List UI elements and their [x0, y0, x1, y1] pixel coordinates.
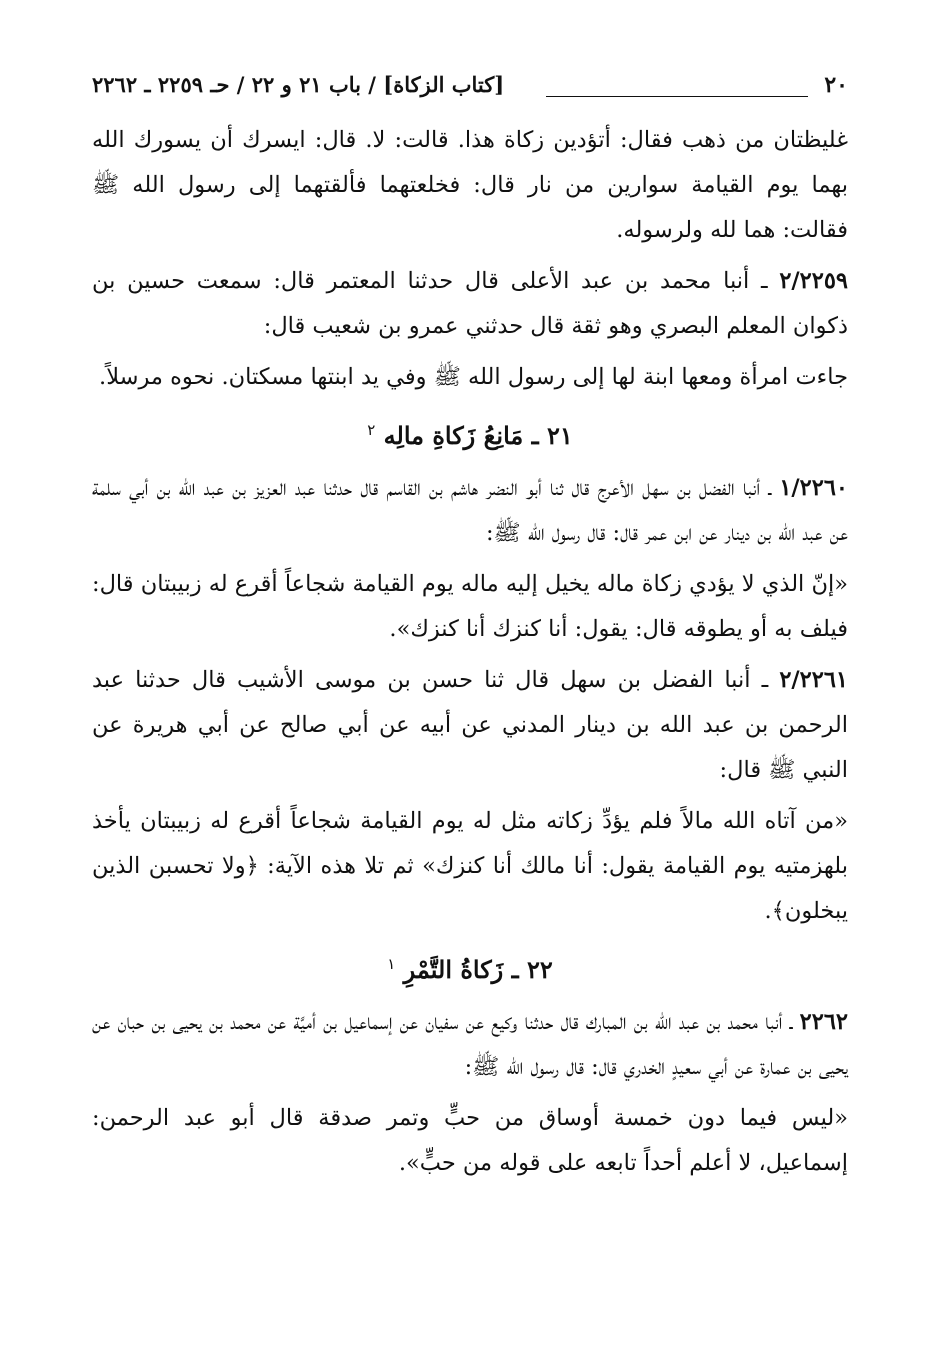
text-block: «ليس فيما دون خمسة أوساق من حبٍّ وتمر صدقة قال أبو عبد الرحمن: إسماعيل، لا أعلم أحداً تابعه على قوله من حبٍّ». [92, 1105, 848, 1176]
page-body [92, 118, 848, 1192]
footnote-marker: ٢ [367, 421, 376, 439]
page-number: ٢٠ [824, 72, 848, 98]
section-heading [92, 940, 848, 994]
page-header [92, 72, 848, 106]
hadith-number: ٢٢٦٢ [799, 1009, 848, 1035]
text-block: «إنّ الذي لا يؤدي زكاة ماله يخيل إليه ماله يوم القيامة شجاعاً أقرع له زبيبتان قال: فيلف به أو يطوقه قال: يقول: أنا كنزك أنا كنزك». [92, 571, 848, 642]
running-title: [كتاب الزكاة] / باب ٢١ و ٢٢ / حـ ٢٢٥٩ ـ ٢٢٦٢ [92, 72, 505, 97]
isnad-paragraph [92, 259, 848, 349]
isnad-text: ـ أنبا الفضل بن سهل قال ثنا حسن بن موسى الأشيب قال حدثنا عبد الرحمن بن عبد الله بن دينار المدني عن أبيه عن أبي صالح عن أبي هريرة عن النبي ﷺ قال: [92, 667, 848, 783]
text-block: غليظتان من ذهب فقال: أتؤدين زكاة هذا. قالت: لا. قال: ايسرك أن يسورك الله بهما يوم القيامة سوارين من نار قال: فخلعتهما فألقتهما إلى رسول الله ﷺ فقالت: هما لله ولرسوله. [92, 127, 848, 243]
section-heading [92, 406, 848, 460]
isnad-paragraph [92, 1000, 848, 1090]
text-block: «من آتاه الله مالاً فلم يؤدِّ زكاته مثل له يوم القيامة شجاعاً أقرع له زبيبتان يأخذ بلهزمتيه يوم القيامة يقول: أنا مالك أنا كنزك» ثم تلا هذه الآية: ﴿ولا تحسبن الذين يبخلون﴾. [92, 808, 848, 924]
hadith-number: ٢/٢٢٦١ [779, 667, 848, 693]
header-rule [546, 96, 808, 97]
isnad-paragraph [92, 658, 848, 793]
hadith-number: ٢/٢٢٥٩ [779, 268, 848, 294]
hadith-number: ١/٢٢٦٠ [779, 475, 848, 501]
isnad-text: ـ أنبا محمد بن عبد الأعلى قال حدثنا المعتمر قال: سمعت حسين بن ذكوان المعلم البصري وهو ثقة قال حدثني عمرو بن شعيب قال: [92, 268, 848, 339]
section-heading-text: ٢١ ـ مَانِعُ زَكاةِ مالِه [383, 421, 573, 450]
text-block: جاءت امرأة ومعها ابنة لها إلى رسول الله ﷺ وفي يد ابنتها مسكتان. نحوه مرسلاً. [99, 364, 848, 390]
isnad-text: ـ أنبا الفضل بن سهل الأعرج قال ثنا أبو النضر هاشم بن القاسم قال حدثنا عبد العزيز بن عبد الله بن أبي سلمة عن عبد الله بن دينار عن ابن عمر قال: قال رسول الله ﷺ: [92, 475, 848, 546]
isnad-text: ـ أنبا محمد بن عبد الله بن المبارك قال حدثنا وكيع عن سفيان عن إسماعيل بن أميَّة عن محمد بن يحيى بن حبان عن يحيى بن عمارة عن أبي سعيدٍ الخدري قال: قال رسول الله ﷺ: [92, 1009, 848, 1080]
section-heading-text: ٢٢ ـ زَكاةُ التَّمْرِ [403, 955, 553, 984]
isnad-paragraph [92, 466, 848, 556]
footnote-marker: ١ [387, 955, 396, 973]
